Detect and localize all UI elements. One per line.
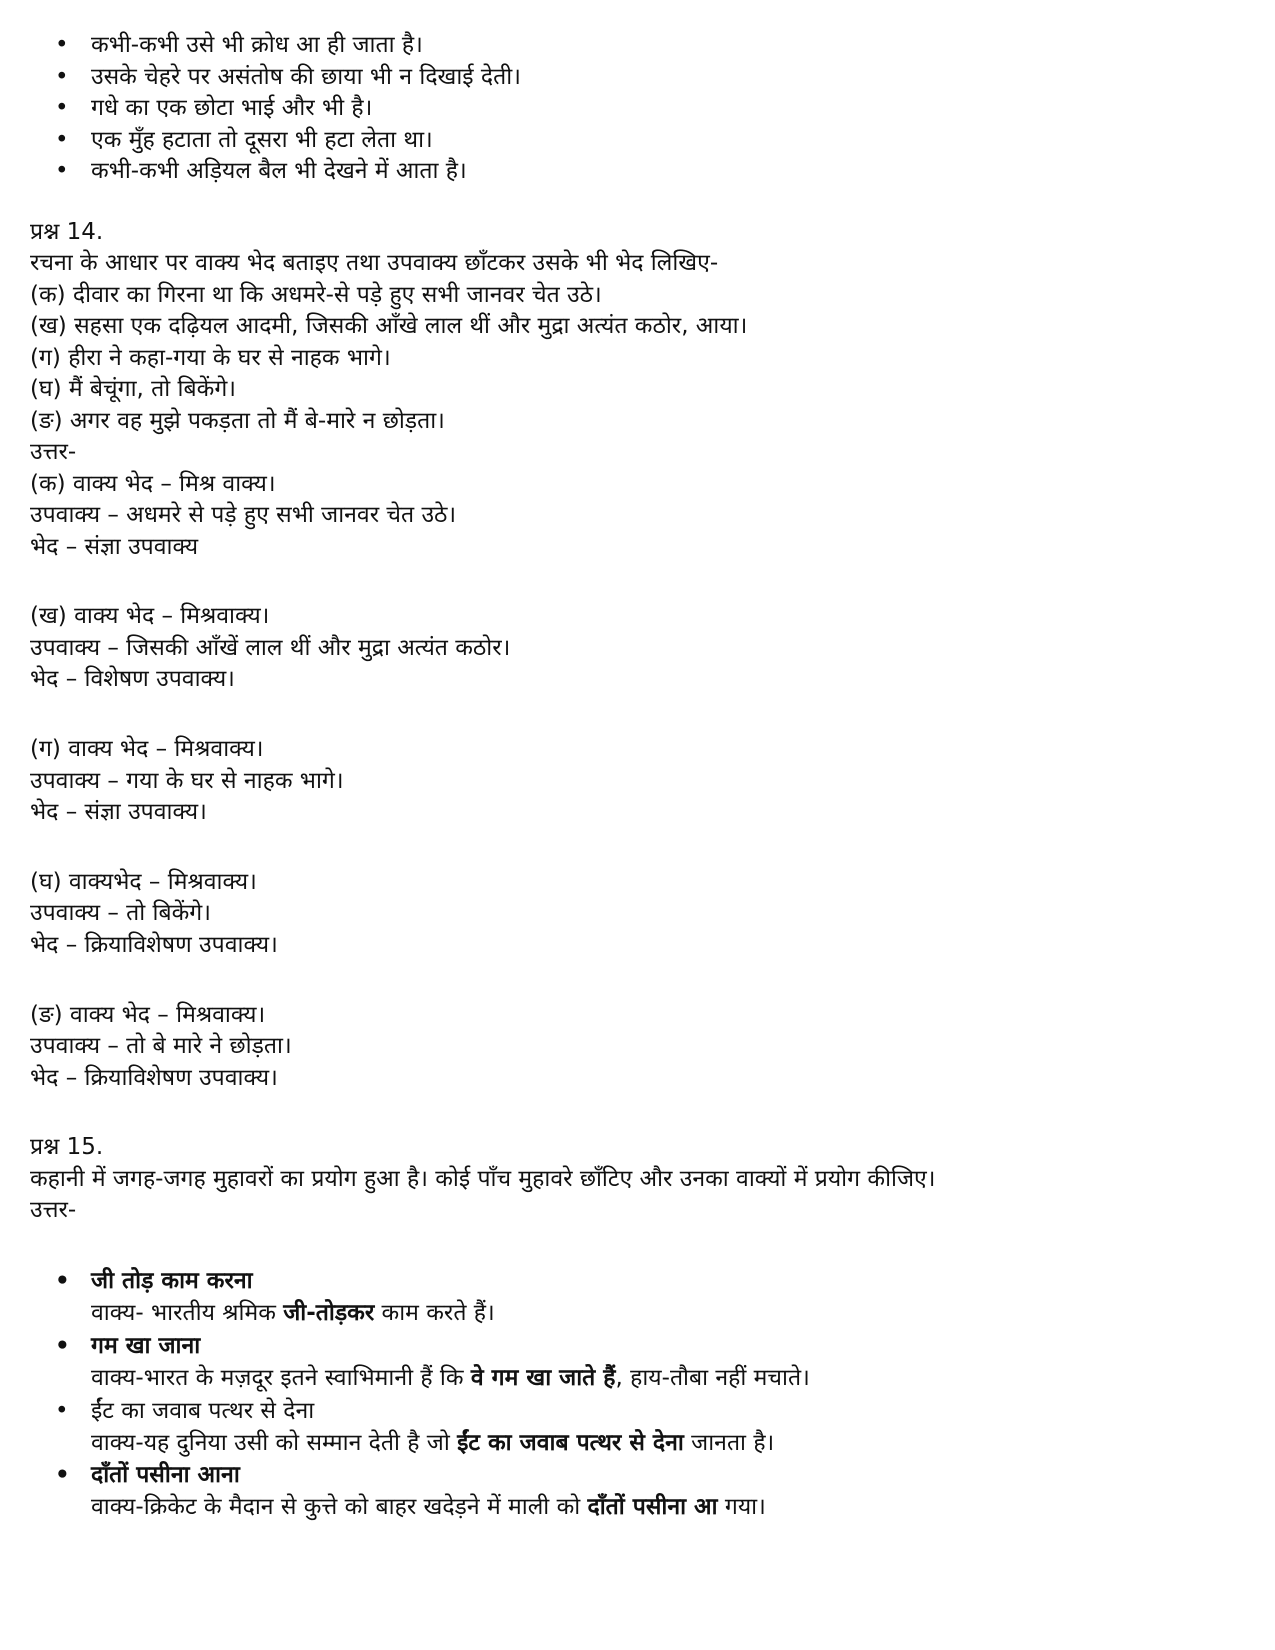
answer-line: (घ) वाक्यभेद – मिश्रवाक्य। <box>30 869 257 895</box>
idiom-item: • ईंट का जवाब पत्थर से देना <box>55 1396 278 1426</box>
idiom-example: वाक्य-क्रिकेट के मैदान से कुत्ते को बाहर खदेड़ने में माली को दाँतों पसीना आ गया। <box>91 1494 766 1520</box>
answer-line: (क) वाक्य भेद – मिश्र वाक्य। <box>30 471 276 497</box>
q15-prompt: कहानी में जगह-जगह मुहावरों का प्रयोग हुआ है। कोई पाँच मुहावरे छाँटिए और उनका वाक्यों में प्रयोग कीजिए। <box>30 1166 936 1192</box>
idiom-example: वाक्य-यह दुनिया उसी को सम्मान देती है जो ईंट का जवाब पत्थर से देना जानता है। <box>91 1430 775 1456</box>
answer-line: उपवाक्य – जिसकी आँखें लाल थीं और मुद्रा अत्यंत कठोर। <box>30 635 511 661</box>
idiom-example: वाक्य- भारतीय श्रमिक जी-तोड़कर काम करते हैं। <box>91 1300 495 1326</box>
answer-line: (ख) वाक्य भेद – मिश्रवाक्य। <box>30 603 270 629</box>
q14-answer-label: उत्तर- <box>30 439 77 465</box>
answer-line: भेद – क्रियाविशेषण उपवाक्य। <box>30 1065 278 1091</box>
answer-line: (ग) वाक्य भेद – मिश्रवाक्य। <box>30 736 264 762</box>
q14-heading: प्रश्न 14. <box>30 219 104 245</box>
idiom-item: • गम खा जाना <box>55 1331 164 1361</box>
list-item: • उसके चेहरे पर असंतोष की छाया भी न दिखाई देती। <box>55 62 485 92</box>
list-item: • कभी-कभी उसे भी क्रोध आ ही जाता है। <box>55 30 387 60</box>
q14-item: (ख) सहसा एक दढ़ियल आदमी, जिसकी आँखे लाल थीं और मुद्रा अत्यंत कठोर, आया। <box>30 313 748 339</box>
list-item: • गधे का एक छोटा भाई और भी है। <box>55 93 336 123</box>
answer-line: उपवाक्य – तो बिकेंगे। <box>30 900 211 926</box>
list-item: • एक मुँह हटाता तो दूसरा भी हटा लेता था। <box>55 125 397 155</box>
answer-line: उपवाक्य – गया के घर से नाहक भागे। <box>30 768 344 794</box>
answer-line: भेद – संज्ञा उपवाक्य <box>30 534 199 560</box>
answer-line: (ङ) वाक्य भेद – मिश्रवाक्य। <box>30 1002 266 1028</box>
q15-answer-label: उत्तर- <box>30 1197 77 1223</box>
answer-line: भेद – विशेषण उपवाक्य। <box>30 666 235 692</box>
idiom-item: • दाँतों पसीना आना <box>55 1460 204 1490</box>
idiom-item: • जी तोड़ काम करना <box>55 1266 217 1296</box>
q15-heading: प्रश्न 15. <box>30 1134 104 1160</box>
q14-item: (ग) हीरा ने कहा-गया के घर से नाहक भागे। <box>30 345 391 371</box>
q14-prompt: रचना के आधार पर वाक्य भेद बताइए तथा उपवाक्य छाँटकर उसके भी भेद लिखिए- <box>30 250 719 276</box>
q14-item: (घ) मैं बेचूंगा, तो बिकेंगे। <box>30 376 236 402</box>
answer-line: भेद – क्रियाविशेषण उपवाक्य। <box>30 932 278 958</box>
q14-item: (ङ) अगर वह मुझे पकड़ता तो मैं बे-मारे न छोड़ता। <box>30 408 445 434</box>
answer-line: उपवाक्य – अधमरे से पड़े हुए सभी जानवर चेत उठे। <box>30 502 457 528</box>
list-item: • कभी-कभी अड़ियल बैल भी देखने में आता है। <box>55 156 431 186</box>
answer-line: भेद – संज्ञा उपवाक्य। <box>30 799 207 825</box>
q14-item: (क) दीवार का गिरना था कि अधमरे-से पड़े हुए सभी जानवर चेत उठे। <box>30 282 602 308</box>
answer-line: उपवाक्य – तो बे मारे ने छोड़ता। <box>30 1033 292 1059</box>
idiom-example: वाक्य-भारत के मज़दूर इतने स्वाभिमानी हैं कि वे गम खा जाते हैं, हाय-तौबा नहीं मचाते। <box>91 1365 810 1391</box>
